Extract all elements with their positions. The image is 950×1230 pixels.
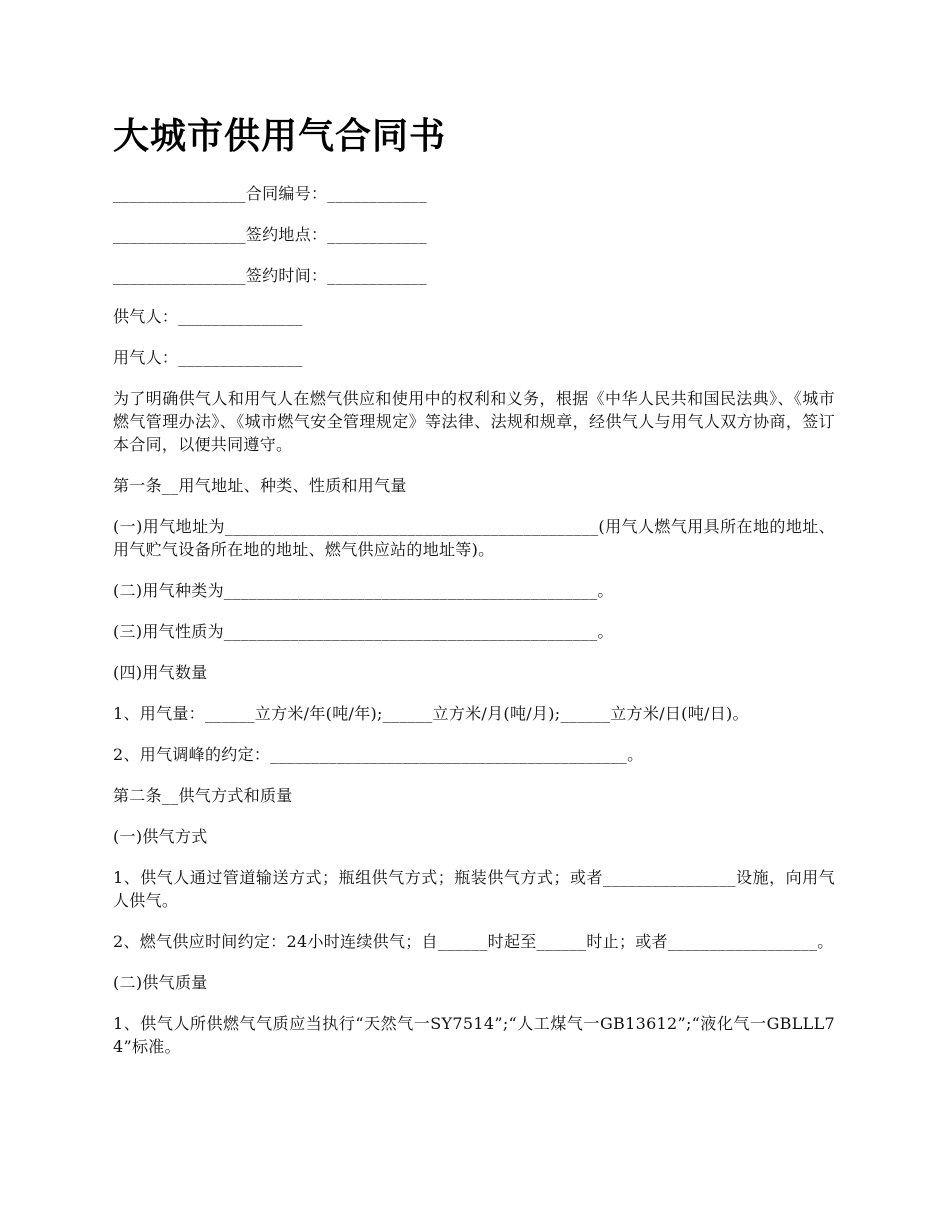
supplier-line: 供气人：_______________	[113, 307, 303, 326]
article1-address: (一)用气地址为_____________________________________________(用气人燃气用具所在地的地址、用气贮气设备所在地的地址、燃气供应站的地址等)。	[113, 517, 835, 559]
article2-heading: 第二条__供气方式和质量	[113, 786, 293, 805]
article2-quality-heading: (二)供气质量	[113, 973, 208, 992]
article2-quality1: 1、供气人所供燃气气质应当执行“天然气一SY7514”;“人工煤气一GB13612”;“液化气一GBLLL74”标准。	[113, 1014, 835, 1056]
signing-place-line: ________________签约地点：____________	[113, 225, 427, 244]
contract-page	[113, 112, 835, 1076]
article1-gas-type: (二)用气种类为_____________________________________________。	[113, 581, 614, 600]
preamble-paragraph: 为了明确供气人和用气人在燃气供应和使用中的权利和义务，根据《中华人民共和国民法典》、《城市燃气管理办法》、《城市燃气安全管理规定》等法律、法规和规章，经供气人与用气人双方协商，签订本合同，以便共同遵守。	[113, 389, 835, 454]
article2-method-heading: (一)供气方式	[113, 827, 208, 846]
document-title: 大城市供用气合同书	[113, 116, 447, 157]
article1-peak: 2、用气调峰的约定：___________________________________________。	[113, 745, 644, 764]
contract-number-line: ________________合同编号：____________	[113, 184, 427, 203]
article1-heading: 第一条__用气地址、种类、性质和用气量	[113, 476, 407, 495]
consumer-line: 用气人：_______________	[113, 348, 303, 367]
article1-quantity-heading: (四)用气数量	[113, 663, 208, 682]
signing-time-line: ________________签约时间：____________	[113, 266, 427, 285]
article2-method1: 1、供气人通过管道输送方式；瓶组供气方式；瓶装供气方式；或者________________设施，向用气人供气。	[113, 868, 835, 910]
article1-gas-nature: (三)用气性质为_____________________________________________。	[113, 622, 614, 641]
article1-quantity: 1、用气量：______立方米/年(吨/年);______立方米/月(吨/月);______立方米/日(吨/日)。	[113, 704, 749, 723]
article2-method2: 2、燃气供应时间约定：24小时连续供气；自______时起至______时止；或者__________________。	[113, 932, 834, 951]
